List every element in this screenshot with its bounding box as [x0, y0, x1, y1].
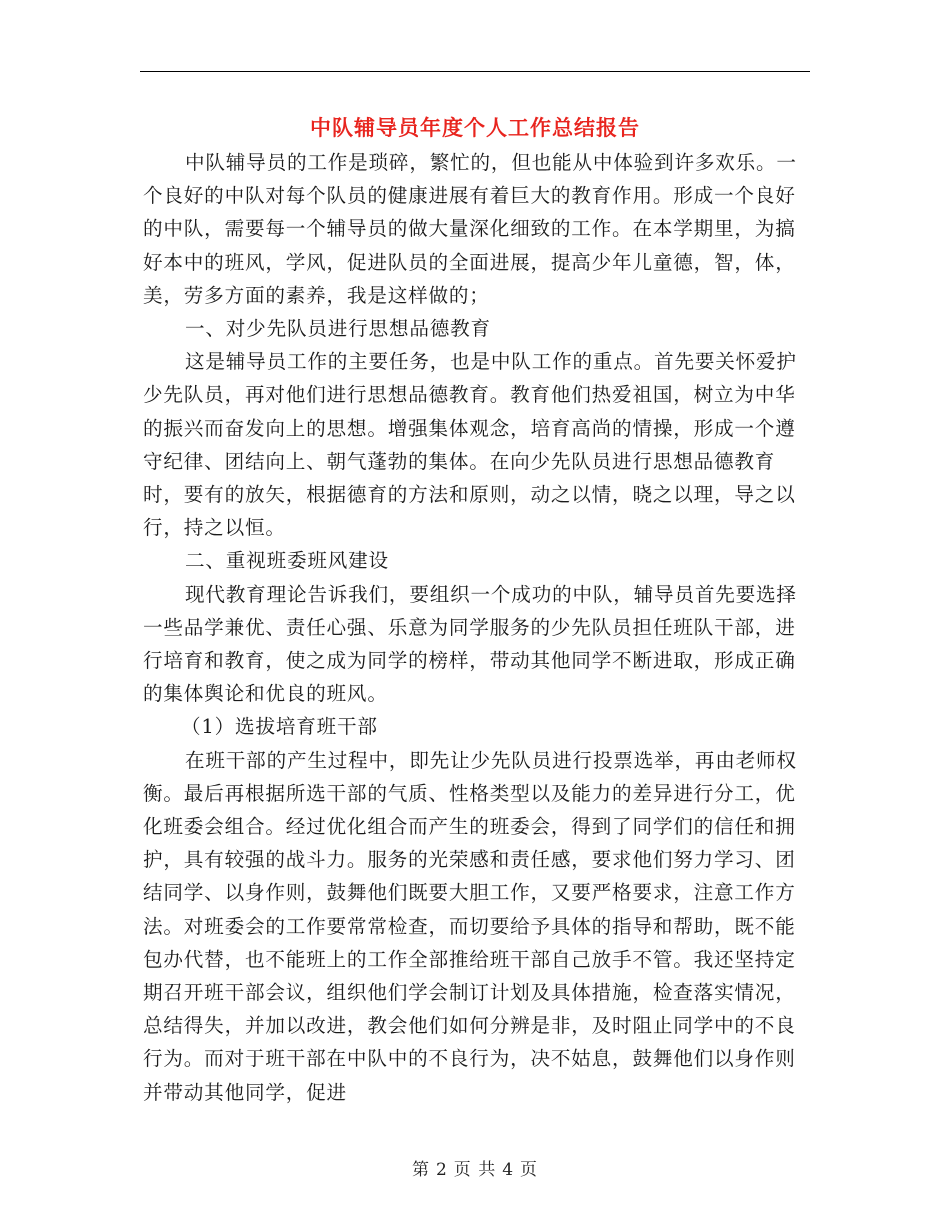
page-label-suffix: 页	[520, 1160, 539, 1180]
page-number: 2	[435, 1160, 448, 1180]
paragraph-section-2: 现代教育理论告诉我们，要组织一个成功的中队，辅导员首先要选择一些品学兼优、责任心强、乐意为同学服务的少先队员担任班队干部，进行培育和教育，使之成为同学的榜样，带动其他同学不断进取，形成正确的集体舆论和优良的班风。	[143, 582, 797, 706]
paragraph-subsection-1: 在班干部的产生过程中，即先让少先队员进行投票选举，再由老师权衡。最后再根据所选干部的气质、性格类型以及能力的差异进行分工，优化班委会组合。经过优化组合而产生的班委会，得到了同学们的信任和拥护，具有较强的战斗力。服务的光荣感和责任感，要求他们努力学习、团结同学、以身作则，鼓舞他们既要大胆工作，又要严格要求，注意工作方法。对班委会的工作要常常检查，而切要给予具体的指导和帮助，既不能包办代替，也不能班上的工作全部推给班干部自己放手不管。我还坚持定期召开班干部会议，组织他们学会制订计划及具体措施，检查落实情况，总结得失，并加以改进，教会他们如何分辨是非，及时阻止同学中的不良行为。而对于班干部在中队中的不良行为，决不姑息，鼓舞他们以身作则并带动其他同学，促进	[143, 748, 797, 1104]
section-heading-2: 二、重视班委班风建设	[185, 549, 389, 573]
page-label-prefix: 第	[411, 1160, 430, 1180]
section-heading-1: 一、对少先队员进行思想品德教育	[185, 317, 491, 341]
page-label-mid: 页 共	[453, 1160, 497, 1180]
subsection-heading-1: （1）选拔培育班干部	[181, 715, 378, 739]
page-footer	[0, 1155, 950, 1180]
document-body	[143, 146, 811, 1109]
document-title: 中队辅导员年度个人工作总结报告	[310, 115, 640, 140]
page-total: 4	[502, 1160, 515, 1180]
header-rule	[140, 71, 810, 72]
paragraph-section-1: 这是辅导员工作的主要任务，也是中队工作的重点。首先要关怀爱护少先队员，再对他们进行思想品德教育。教育他们热爱祖国，树立为中华的振兴而奋发向上的思想。增强集体观念，培育高尚的情操，形成一个遵守纪律、团结向上、朝气蓬勃的集体。在向少先队员进行思想品德教育时，要有的放矢，根据德育的方法和原则，动之以情，晓之以理，导之以行，持之以恒。	[143, 350, 797, 540]
paragraph-intro: 中队辅导员的工作是琐碎，繁忙的，但也能从中体验到许多欢乐。一个良好的中队对每个队员的健康进展有着巨大的教育作用。形成一个良好的中队，需要每一个辅导员的做大量深化细致的工作。在本学期里，为搞好本中的班风，学风，促进队员的全面进展，提高少年儿童德，智，体，美，劳多方面的素养，我是这样做的；	[143, 151, 797, 307]
